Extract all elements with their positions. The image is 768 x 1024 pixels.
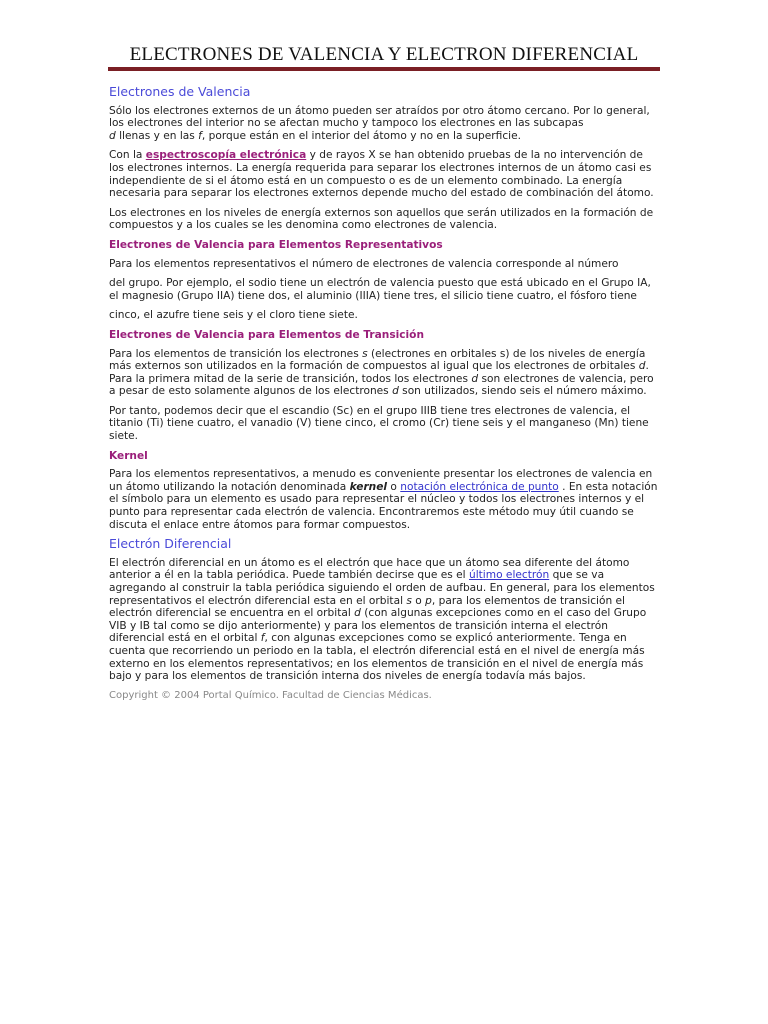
paragraph: Los electrones en los niveles de energía externos son aquellos que serán utilizados en la formación de compuestos y a los cuales se les denomina como electrones de valencia. [109,206,654,232]
paragraph: Para los elementos representativos, a menudo es conveniente presentar los electrones de valencia en un átomo utilizando la notación denominada kernel o notación electrónica de punto . En esta notación el símbolo para un elemento es usado para representar el núcleo y todos los electrones internos y el punto para representar cada electrón de valencia. Encontraremos este método muy útil cuando se discuta el enlace entre átomos para formar compuestos. [109,468,658,531]
link-espectroscopia[interactable]: espectroscopía electrónica [145,149,307,162]
paragraph: Con la espectroscopía electrónica y de rayos X se han obtenido pruebas de la no intervención de los electrones internos. La energía requerida para separar los electrones internos de un átomo casi es independiente de si el átomo está en un compuesto o es de un elemento combinado. La energía necesaria para separar los electrones externos depende mucho del estado de combinación del átomo. [109,149,654,200]
subsection-heading-representativos: Electrones de Valencia para Elementos Representativos [109,238,443,251]
subsection-heading-kernel: Kernel [109,449,148,462]
paragraph: El electrón diferencial en un átomo es el electrón que hace que un átomo sea diferente del átomo anterior a él en la tabla periódica. Puede también decirse que es el último electrón que se va agregando al construir la tabla periódica siguiendo el orden de aufbau. En general, para los elementos representativos el electrón diferencial esta en el orbital s o p, para los elementos de transición el electrón diferencial se encuentra en el orbital d (con algunas excepciones como en el caso del Grupo VIB y IB tal como se dijo anteriormente) y para los elementos de transición interna el electrón diferencial está en el orbital f, con algunas excepciones como se explicó anteriormente. Tenga en cuenta que recorriendo un periodo en la tabla, el electrón diferencial está en el nivel de energía más externo en los elementos representativos; en los elementos de transición en el nivel de energía más bajo y para los elementos de transición interna dos niveles de energía todavía más bajos. [109,556,655,683]
section-heading-diferencial: Electrón Diferencial [109,536,232,552]
paragraph: Sólo los electrones externos de un átomo pueden ser atraídos por otro átomo cercano. Por lo general, los electrones del interior no se afectan mucho y tampoco los electrones en las subcapas d llenas y en las f, porque están en el interior del átomo y no en la superficie. [109,104,650,142]
paragraph: Por tanto, podemos decir que el escandio (Sc) en el grupo IIIB tiene tres electrones de valencia, el titanio (Ti) tiene cuatro, el vanadio (V) tiene cinco, el cromo (Cr) tiene seis y el manganeso (Mn) tiene siete. [109,404,649,443]
document-body [109,86,659,702]
document-title: ELECTRONES DE VALENCIA Y ELECTRON DIFERENCIAL [129,44,639,65]
link-notacion-punto[interactable]: notación electrónica de punto [400,480,559,493]
paragraph: cinco, el azufre tiene seis y el cloro tiene siete. [109,309,358,322]
paragraph: del grupo. Por ejemplo, el sodio tiene un electrón de valencia puesto que está ubicado en el Grupo IA, el magnesio (Grupo IIA) tiene dos, el aluminio (IIIA) tiene tres, el silicio tiene cuatro, el fósforo tiene [109,277,651,302]
section-heading-valencia: Electrones de Valencia [109,84,251,99]
paragraph: Para los elementos de transición los electrones s (electrones en orbitales s) de los niveles de energía más externos son utilizados en la formación de compuestos al igual que los electrones de orbitales d. Para la primera mitad de la serie de transición, todos los electrones d son electrones de valencia, pero a pesar de esto solamente algunos de los electrones d son utilizados, siendo seis el número máximo. [109,347,654,398]
copyright-footer: Copyright © 2004 Portal Químico. Facultad de Ciencias Médicas. [109,689,432,701]
link-ultimo-electron[interactable]: último electrón [469,569,550,582]
subsection-heading-transicion: Electrones de Valencia para Elementos de Transición [109,328,424,341]
paragraph: Para los elementos representativos el número de electrones de valencia corresponde al número [109,257,619,270]
title-divider [108,67,660,71]
